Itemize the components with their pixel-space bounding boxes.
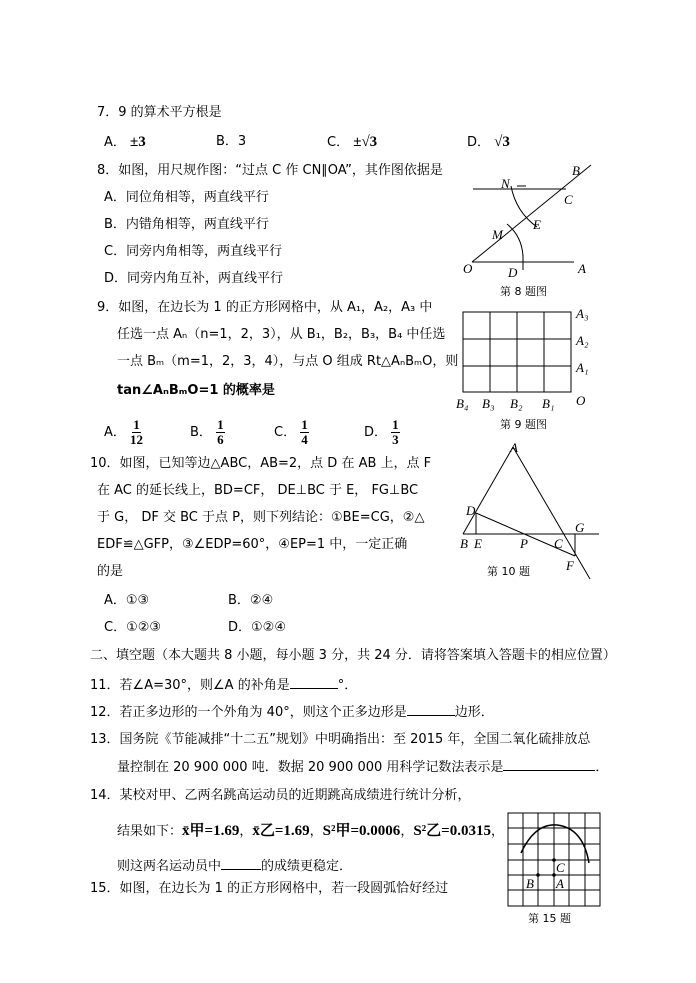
q9-line: 任选一点 Aₙ（n=1，2，3），从 B₁，B₂，B₃，B₄ 中任选 xyxy=(117,327,446,342)
q14-line: 则这两名运动员中 的成绩更稳定． xyxy=(117,859,353,874)
label-B: B xyxy=(572,163,580,178)
q10-line: EDF≌△GFP，③∠EDP=60°，④EP=1 中，一定正确 xyxy=(97,537,408,552)
label-C: C xyxy=(554,536,563,551)
question-15: 15．如图，在边长为 1 的正方形网格中，若一段圆弧恰好经过 xyxy=(90,881,449,896)
label-A: A xyxy=(578,261,586,276)
label-B3: B₃ xyxy=(482,396,495,411)
q7-option-d: D． √3 xyxy=(467,134,510,150)
label-O: O xyxy=(463,261,473,276)
question-number: 7． xyxy=(97,105,119,120)
label-B: B xyxy=(526,876,534,891)
label-A2: A₂ xyxy=(576,333,589,348)
q9-option-a: A． $\frac{1}{12}$ xyxy=(104,417,144,447)
label-B4: B₄ xyxy=(456,396,469,411)
question-12: 12．若正多边形的一个外角为 40°，则这个正多边形是 边形． xyxy=(90,705,494,720)
q9-line: tan∠AₙBₘO=1 的概率是 xyxy=(117,383,275,398)
question-text: 9 的算术平方根是 xyxy=(118,105,222,120)
label-D: D xyxy=(508,265,518,280)
question-9: 9．如图，在边长为 1 的正方形网格中，从 A₁，A₂，A₃ 中 xyxy=(97,300,433,315)
q10-line: 的是 xyxy=(97,564,124,579)
label-A: A xyxy=(510,440,518,455)
q9-option-d: D． $\frac{1}{3}$ xyxy=(364,417,399,447)
q10-option-c: C．①②③ xyxy=(104,620,162,635)
q9-line: 一点 Bₘ（m=1，2，3，4），与点 O 组成 Rt△AₙBₘO，则 xyxy=(117,354,459,369)
label-B1: B₁ xyxy=(542,396,555,411)
q10-line: 在 AC 的延长线上，BD=CF， DE⊥BC 于 E， FG⊥BC xyxy=(97,483,419,498)
point-B xyxy=(536,873,540,877)
figure-caption: 第 9 题图 xyxy=(500,418,547,431)
q8-option-b: B．内错角相等，两直线平行 xyxy=(104,217,269,232)
label-C: C xyxy=(564,192,573,207)
label-E: E xyxy=(533,217,541,232)
q8-option-a: A．同位角相等，两直线平行 xyxy=(104,190,269,205)
figure-caption: 第 10 题 xyxy=(487,565,530,578)
label-M: M xyxy=(492,227,503,242)
label-G: G xyxy=(575,520,585,535)
q10-line: 于 G， DF 交 BC 于点 P，则下列结论：①BE=CG，②△ xyxy=(97,510,425,525)
label-A1: A₁ xyxy=(576,360,589,375)
label-F: F xyxy=(566,558,574,573)
q10-option-d: D．①②④ xyxy=(228,620,286,635)
label-B: B xyxy=(460,536,468,551)
figure-q10 xyxy=(463,447,599,579)
q9-option-b: B． $\frac{1}{6}$ xyxy=(190,417,224,447)
q7-option-b: B．3 xyxy=(216,134,247,149)
label-C: C xyxy=(556,860,565,875)
question-10: 10．如图，已知等边△ABC，AB=2，点 D 在 AB 上，点 F xyxy=(90,456,432,471)
q9-option-c: C． $\frac{1}{4}$ xyxy=(274,417,308,447)
label-A3: A₃ xyxy=(576,306,589,321)
label-D: D xyxy=(466,503,476,518)
figure-q9-grid xyxy=(463,312,571,392)
q7-option-c: C． ±√3 xyxy=(327,134,378,150)
question-11: 11．若∠A=30°，则∠A 的补角是 °． xyxy=(90,678,358,693)
figure-caption: 第 8 题图 xyxy=(500,285,547,298)
section-heading-fill-blank: 二、填空题（本大题共 8 小题，每小题 3 分，共 24 分．请将答案填入答题卡的相应位置） xyxy=(90,648,616,663)
q8-option-d: D．同旁内角互补，两直线平行 xyxy=(104,271,284,286)
question-13: 13．国务院《节能减排“十二五”规划》中明确指出：至 2015 年，全国二氧化硫排放总 xyxy=(90,732,591,747)
q10-option-b: B．②④ xyxy=(228,593,274,608)
question-14: 14．某校对甲、乙两名跳高运动员的近期跳高成绩进行统计分析， xyxy=(90,788,471,803)
label-O: O xyxy=(576,393,586,408)
q8-option-c: C．同旁内角相等，两直线平行 xyxy=(104,244,283,259)
label-N: N xyxy=(501,176,510,191)
figure-caption: 第 15 题 xyxy=(528,912,571,925)
label-P: P xyxy=(520,536,528,551)
q10-option-a: A．①③ xyxy=(104,593,150,608)
label-E: E xyxy=(474,536,482,551)
label-B2: B₂ xyxy=(510,396,523,411)
q14-results: 结果如下：x̄甲=1.69，x̄乙=1.69，S²甲=0.0006，S²乙=0.0315， xyxy=(117,823,504,839)
figure-q8 xyxy=(472,165,591,270)
question-8: 8．如图，用尺规作图：“过点 C 作 CN∥OA”，其作图依据是 xyxy=(97,163,443,178)
q13-line: 量控制在 20 900 000 吨．数据 20 900 000 用科学记数法表示是 ． xyxy=(117,760,609,775)
q7-option-a: A． ±3 xyxy=(104,134,146,150)
label-A: A xyxy=(556,876,564,891)
